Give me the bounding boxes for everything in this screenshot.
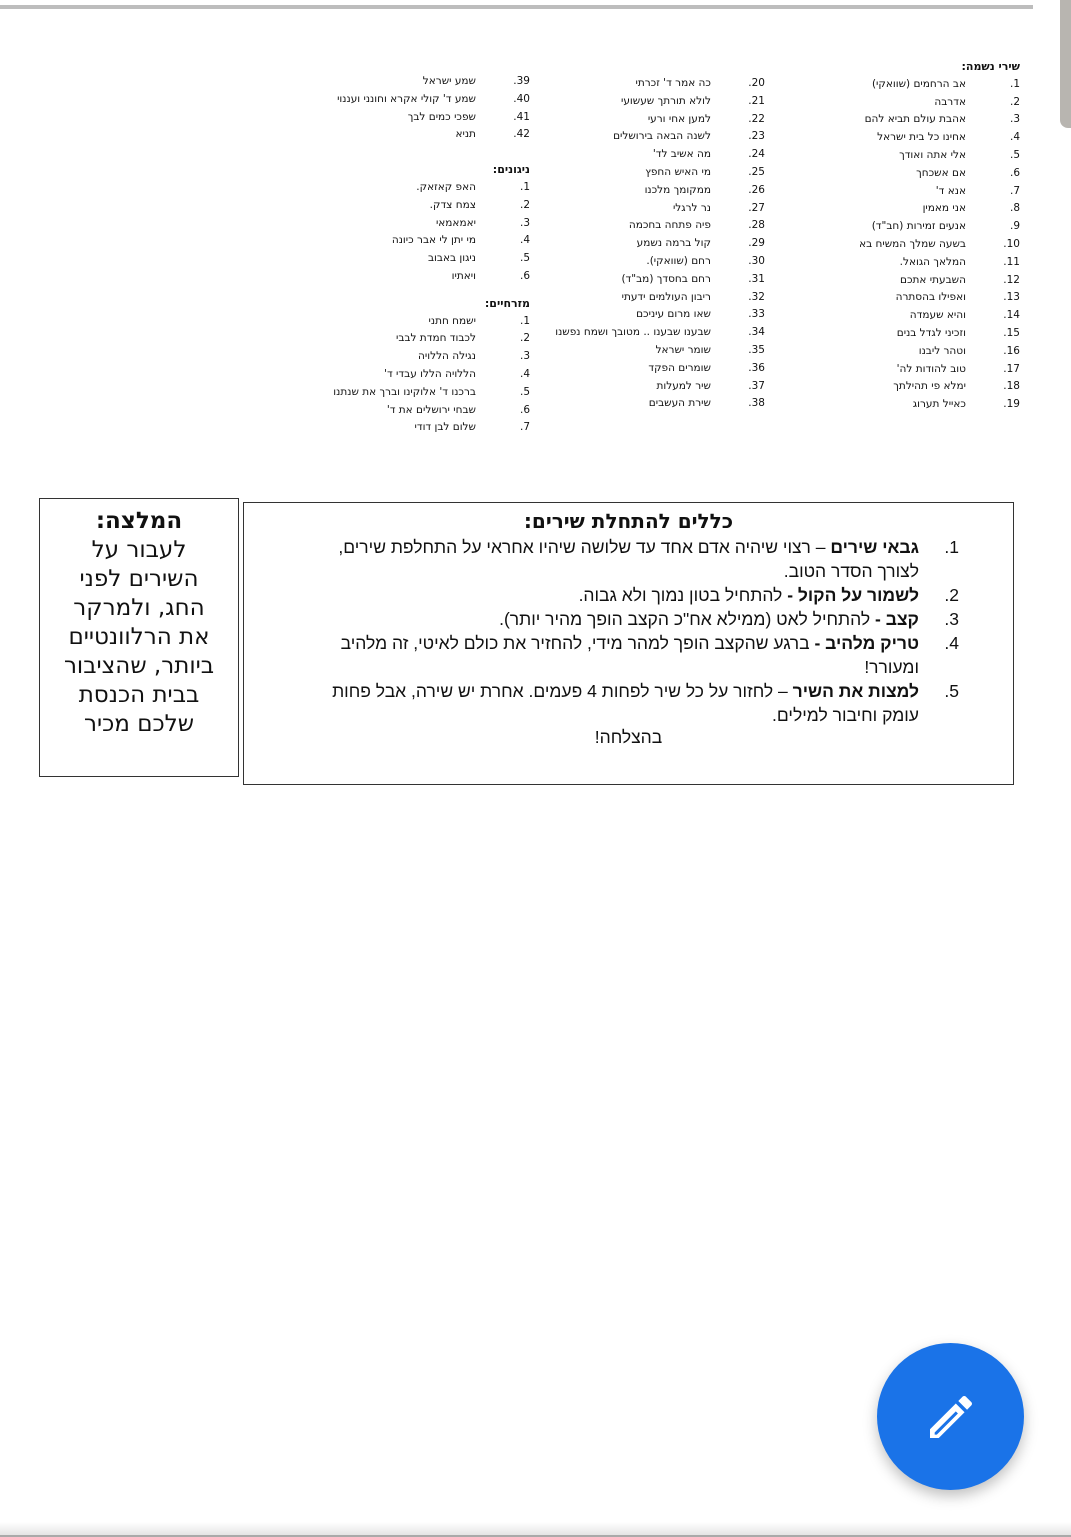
list-item bbox=[300, 197, 530, 215]
rule-item bbox=[304, 583, 959, 607]
rule-item bbox=[304, 535, 959, 583]
item-number: 36. bbox=[748, 361, 765, 374]
recommendation-line: לעבור על bbox=[91, 537, 187, 563]
list-item bbox=[555, 182, 765, 200]
page-top-border bbox=[0, 5, 1033, 9]
list-item bbox=[555, 75, 765, 93]
list-item bbox=[855, 307, 1020, 325]
item-number: 2. bbox=[519, 332, 530, 345]
list-item bbox=[855, 378, 1020, 396]
list-item bbox=[555, 235, 765, 253]
rule-text bbox=[304, 679, 919, 727]
list-item bbox=[300, 73, 530, 91]
item-number: 14. bbox=[1003, 309, 1020, 322]
list-item bbox=[300, 250, 530, 268]
item-title: שומרים הפקד bbox=[648, 361, 711, 374]
recommendation-line: את הרלוונטיים bbox=[68, 624, 210, 650]
item-title: אב הרחמים (שוואקי) bbox=[871, 77, 966, 90]
item-title: וזכיני לגדל בנים bbox=[896, 326, 966, 339]
item-title: מי האיש החפץ bbox=[645, 165, 711, 178]
list-item bbox=[855, 129, 1020, 147]
rule-text bbox=[304, 607, 919, 631]
item-title: נר לרגלי bbox=[672, 201, 711, 214]
rule-keyword: למצות את השיר bbox=[792, 681, 919, 701]
list-item bbox=[555, 342, 765, 360]
list-item bbox=[555, 324, 765, 342]
item-number: 38. bbox=[748, 397, 765, 410]
item-title: שאו מרום עיניכם bbox=[636, 308, 711, 321]
list-item bbox=[555, 128, 765, 146]
list-item bbox=[855, 111, 1020, 129]
list-item bbox=[855, 396, 1020, 414]
recommendation-line: החג, ולמרקר bbox=[73, 595, 205, 621]
recommendation-line: השירים לפני bbox=[79, 566, 199, 592]
neshama-column-3 bbox=[300, 73, 530, 437]
item-title: השבעתי אתכם bbox=[900, 273, 966, 286]
item-title: נגילה הללויה bbox=[418, 350, 476, 363]
list-item bbox=[555, 395, 765, 413]
scrollbar-thumb[interactable] bbox=[1060, 0, 1071, 128]
rule-description: – לחזור על כל שיר לפחות 4 פעמים. אחרת יש שירה, אבל פחות עומק וחיבור למילים. bbox=[332, 681, 919, 725]
rule-item bbox=[304, 679, 959, 727]
list-item bbox=[300, 215, 530, 233]
item-title: טוב להודות לה' bbox=[896, 362, 966, 375]
rule-number: 2. bbox=[944, 585, 959, 605]
item-number: 1. bbox=[1009, 77, 1020, 90]
list-item bbox=[300, 179, 530, 197]
item-title: שבענו שבענו .. מטובך ושמח נפשנו bbox=[555, 326, 711, 339]
item-title: רחם בחסדך (מב"ד) bbox=[621, 272, 711, 285]
item-number: 8. bbox=[1009, 202, 1020, 215]
item-number: 20. bbox=[748, 77, 765, 89]
list-item bbox=[855, 147, 1020, 165]
list-item bbox=[555, 253, 765, 271]
list-item bbox=[855, 94, 1020, 112]
list-item bbox=[300, 126, 530, 144]
item-number: 41. bbox=[513, 110, 530, 123]
item-number: 29. bbox=[748, 237, 765, 250]
item-number: 5. bbox=[519, 252, 530, 265]
bottom-edge bbox=[0, 1522, 1071, 1537]
item-title: שבחי ירושלים את ד' bbox=[386, 403, 476, 416]
item-number: 17. bbox=[1003, 362, 1020, 375]
item-number: 33. bbox=[748, 308, 765, 321]
item-number: 28. bbox=[748, 219, 765, 232]
item-title: האפ קאזאק. bbox=[416, 180, 476, 193]
list-item bbox=[555, 378, 765, 396]
item-number: 3. bbox=[519, 216, 530, 229]
item-number: 26. bbox=[748, 183, 765, 196]
rule-item bbox=[304, 607, 959, 631]
list-item bbox=[555, 200, 765, 218]
list-item bbox=[555, 146, 765, 164]
rule-text bbox=[304, 535, 919, 583]
item-number: 6. bbox=[1009, 166, 1020, 179]
recommendation-box bbox=[39, 498, 239, 777]
item-title: ישמח חתני bbox=[428, 314, 476, 327]
item-title: לכבוד חמדת לבבי bbox=[396, 332, 476, 345]
rules-closing: בהצלחה! bbox=[594, 727, 663, 747]
item-title: כה אמר ד' זכרתי bbox=[635, 77, 711, 89]
item-number: 3. bbox=[1009, 113, 1020, 126]
item-number: 30. bbox=[748, 254, 765, 267]
list-item bbox=[855, 76, 1020, 94]
list-item bbox=[555, 111, 765, 129]
item-title: אלי אתה ואודך bbox=[899, 148, 966, 161]
list-item bbox=[555, 289, 765, 307]
list-item bbox=[300, 330, 530, 348]
neshama-column-1 bbox=[855, 58, 1020, 414]
list-item bbox=[300, 232, 530, 250]
list-item bbox=[555, 217, 765, 235]
item-number: 37. bbox=[748, 379, 765, 392]
rule-keyword: לשמור על הקול - bbox=[787, 585, 919, 605]
item-number: 34. bbox=[748, 326, 765, 339]
item-number: 1. bbox=[519, 180, 530, 193]
list-item bbox=[855, 254, 1020, 272]
list-item bbox=[855, 343, 1020, 361]
list-item bbox=[555, 360, 765, 378]
pencil-icon bbox=[923, 1389, 979, 1445]
recommendation-line: ביותר, שהציבור bbox=[63, 653, 215, 679]
item-number: 32. bbox=[748, 290, 765, 303]
list-item bbox=[855, 361, 1020, 379]
edit-fab-button[interactable] bbox=[877, 1343, 1024, 1490]
rule-item bbox=[304, 631, 959, 679]
item-title: מי יתן לי אבר כיונה bbox=[391, 234, 476, 247]
item-title: שירת העשבים bbox=[648, 397, 711, 410]
list-item bbox=[300, 366, 530, 384]
rule-number: 1. bbox=[944, 537, 959, 557]
item-title: למען אחי ורעי bbox=[647, 112, 711, 125]
item-number: 23. bbox=[748, 130, 765, 143]
item-title: פיה פתחה בחכמה bbox=[628, 219, 711, 232]
list-item bbox=[300, 348, 530, 366]
item-number: 35. bbox=[748, 343, 765, 356]
item-title: אנא ד' bbox=[935, 184, 966, 197]
item-title: ברכנו ד' אלוקינו וברך את שנתנו bbox=[333, 385, 476, 398]
item-number: 21. bbox=[748, 94, 765, 107]
item-number: 6. bbox=[519, 403, 530, 416]
item-number: 31. bbox=[748, 272, 765, 285]
item-number: 18. bbox=[1003, 380, 1020, 393]
rule-number: 3. bbox=[944, 609, 959, 629]
item-number: 42. bbox=[513, 128, 530, 141]
list-item bbox=[300, 91, 530, 109]
item-title: שמע ד' קולי אקרא וחונני ועננוי bbox=[337, 92, 476, 105]
item-number: 24. bbox=[748, 148, 765, 161]
rule-keyword: קצב - bbox=[875, 609, 919, 629]
mizrachim-heading: מזרחיים: bbox=[484, 296, 530, 310]
item-title: רחם (שוואקי). bbox=[646, 254, 711, 267]
list-item bbox=[300, 402, 530, 420]
neshama-heading: שירי נשמה: bbox=[961, 60, 1020, 73]
list-item bbox=[855, 325, 1020, 343]
item-number: 7. bbox=[1009, 184, 1020, 197]
list-item bbox=[855, 183, 1020, 201]
list-item bbox=[300, 419, 530, 437]
list-item bbox=[300, 268, 530, 286]
list-item bbox=[855, 218, 1020, 236]
recommendation-line: שלכם מכיר bbox=[83, 711, 194, 737]
item-title: המלאך הגואל. bbox=[899, 255, 966, 268]
item-title: אנעים זמירות (חב"ד) bbox=[871, 220, 966, 233]
item-title: כאייל תערוג bbox=[912, 398, 966, 411]
item-number: 16. bbox=[1003, 344, 1020, 357]
item-title: לולא תורתך שעשועי bbox=[621, 94, 711, 107]
rule-number: 4. bbox=[944, 633, 959, 653]
item-title: אני מאמין bbox=[922, 202, 966, 215]
item-title: קול ברמה נשמע bbox=[636, 237, 711, 250]
item-number: 2. bbox=[519, 198, 530, 211]
rules-box bbox=[243, 502, 1014, 785]
list-item bbox=[300, 313, 530, 331]
list-item bbox=[855, 165, 1020, 183]
item-title: תניא bbox=[455, 128, 476, 141]
recommendation-line: בבית הכנסת bbox=[78, 682, 200, 708]
list-item bbox=[855, 236, 1020, 254]
scrollbar-track[interactable] bbox=[1060, 0, 1071, 1537]
rule-keyword: גבאי שירים bbox=[830, 537, 919, 557]
item-title: שלום לבן דודי bbox=[414, 421, 476, 434]
item-number: 15. bbox=[1003, 326, 1020, 339]
item-number: 2. bbox=[1009, 95, 1020, 108]
item-title: ריבון העולמים ידעתי bbox=[621, 290, 711, 303]
item-number: 13. bbox=[1003, 291, 1020, 304]
item-title: אם אשכחך bbox=[916, 166, 966, 179]
rule-description: – רצוי שיהיה אדם אחד עד שלושה שיהיו אחראי על התחלפת שירים, לצורך הסדר הטוב. bbox=[338, 537, 919, 581]
rule-description: להתחיל לאט (ממילא אח"כ הקצב הופך מהיר יותר). bbox=[499, 609, 875, 629]
item-title: לשנה הבאה בירושלים bbox=[613, 130, 711, 143]
item-title: ניגון באבוב bbox=[427, 252, 476, 265]
item-number: 9. bbox=[1009, 220, 1020, 233]
item-number: 12. bbox=[1003, 273, 1020, 286]
item-title: וטהר ליבנו bbox=[918, 344, 966, 357]
item-number: 22. bbox=[748, 112, 765, 125]
item-number: 4. bbox=[519, 234, 530, 247]
item-title: הללויה הללו עבדי ד' bbox=[384, 367, 476, 380]
item-title: אדרבה bbox=[934, 95, 966, 108]
item-title: ימלא פי תהילתך bbox=[893, 380, 966, 393]
rule-text bbox=[304, 583, 919, 607]
item-title: אחינו כל בית ישראל bbox=[877, 131, 966, 144]
item-number: 27. bbox=[748, 201, 765, 214]
item-number: 5. bbox=[519, 385, 530, 398]
list-item bbox=[300, 109, 530, 127]
item-number: 10. bbox=[1003, 237, 1020, 250]
item-number: 25. bbox=[748, 165, 765, 178]
rule-text bbox=[304, 631, 919, 679]
item-number: 5. bbox=[1009, 148, 1020, 161]
item-number: 7. bbox=[519, 421, 530, 434]
item-number: 39. bbox=[513, 75, 530, 87]
item-title: שומר ישראל bbox=[655, 343, 711, 356]
item-number: 4. bbox=[1009, 131, 1020, 144]
item-title: אהבת עולם תביא להם bbox=[864, 113, 966, 126]
item-title: ויאתיו bbox=[451, 269, 476, 282]
item-title: מה אשיב לד' bbox=[652, 148, 711, 161]
item-title: והיא שעמדה bbox=[909, 309, 966, 322]
item-number: 11. bbox=[1003, 255, 1020, 268]
nigunim-heading: ניגונים: bbox=[492, 163, 530, 177]
rule-description: להתחיל בטון נמוך ולא גבוה. bbox=[578, 585, 788, 605]
item-title: ואפילו בהסתרה bbox=[895, 291, 966, 304]
recommendation-title: המלצה: bbox=[95, 508, 183, 534]
list-item bbox=[855, 200, 1020, 218]
list-item bbox=[555, 164, 765, 182]
item-number: 3. bbox=[519, 350, 530, 363]
rule-keyword: טריק מלהיב - bbox=[814, 633, 919, 653]
rules-list bbox=[244, 535, 1013, 727]
item-number: 6. bbox=[519, 269, 530, 282]
item-title: צמח צדק. bbox=[429, 198, 476, 211]
rule-number: 5. bbox=[944, 681, 959, 701]
neshama-column-2 bbox=[555, 75, 765, 413]
item-number: 1. bbox=[519, 314, 530, 327]
list-item bbox=[555, 271, 765, 289]
item-number: 40. bbox=[513, 92, 530, 105]
item-number: 4. bbox=[519, 367, 530, 380]
rule-description: ברגע שהקצב הופך למהר מידי, להחזיר את כולם לאיטי, זה מלהיב ומעורר! bbox=[340, 633, 919, 677]
item-title: בשעה שמלך המשיח בא bbox=[859, 237, 966, 250]
rules-title: כללים להתחלת שירים: bbox=[523, 509, 734, 533]
list-item bbox=[855, 289, 1020, 307]
item-title: יאמאמאי bbox=[435, 216, 476, 229]
item-title: שיר למעלות bbox=[656, 379, 711, 392]
item-title: שפכי כמים לבך bbox=[407, 110, 476, 123]
list-item bbox=[855, 272, 1020, 290]
list-item bbox=[555, 306, 765, 324]
item-title: ממקומך מלכנו bbox=[644, 183, 711, 196]
list-item bbox=[300, 384, 530, 402]
list-item bbox=[555, 93, 765, 111]
item-title: שמע ישראל bbox=[422, 75, 476, 87]
item-number: 19. bbox=[1003, 398, 1020, 411]
